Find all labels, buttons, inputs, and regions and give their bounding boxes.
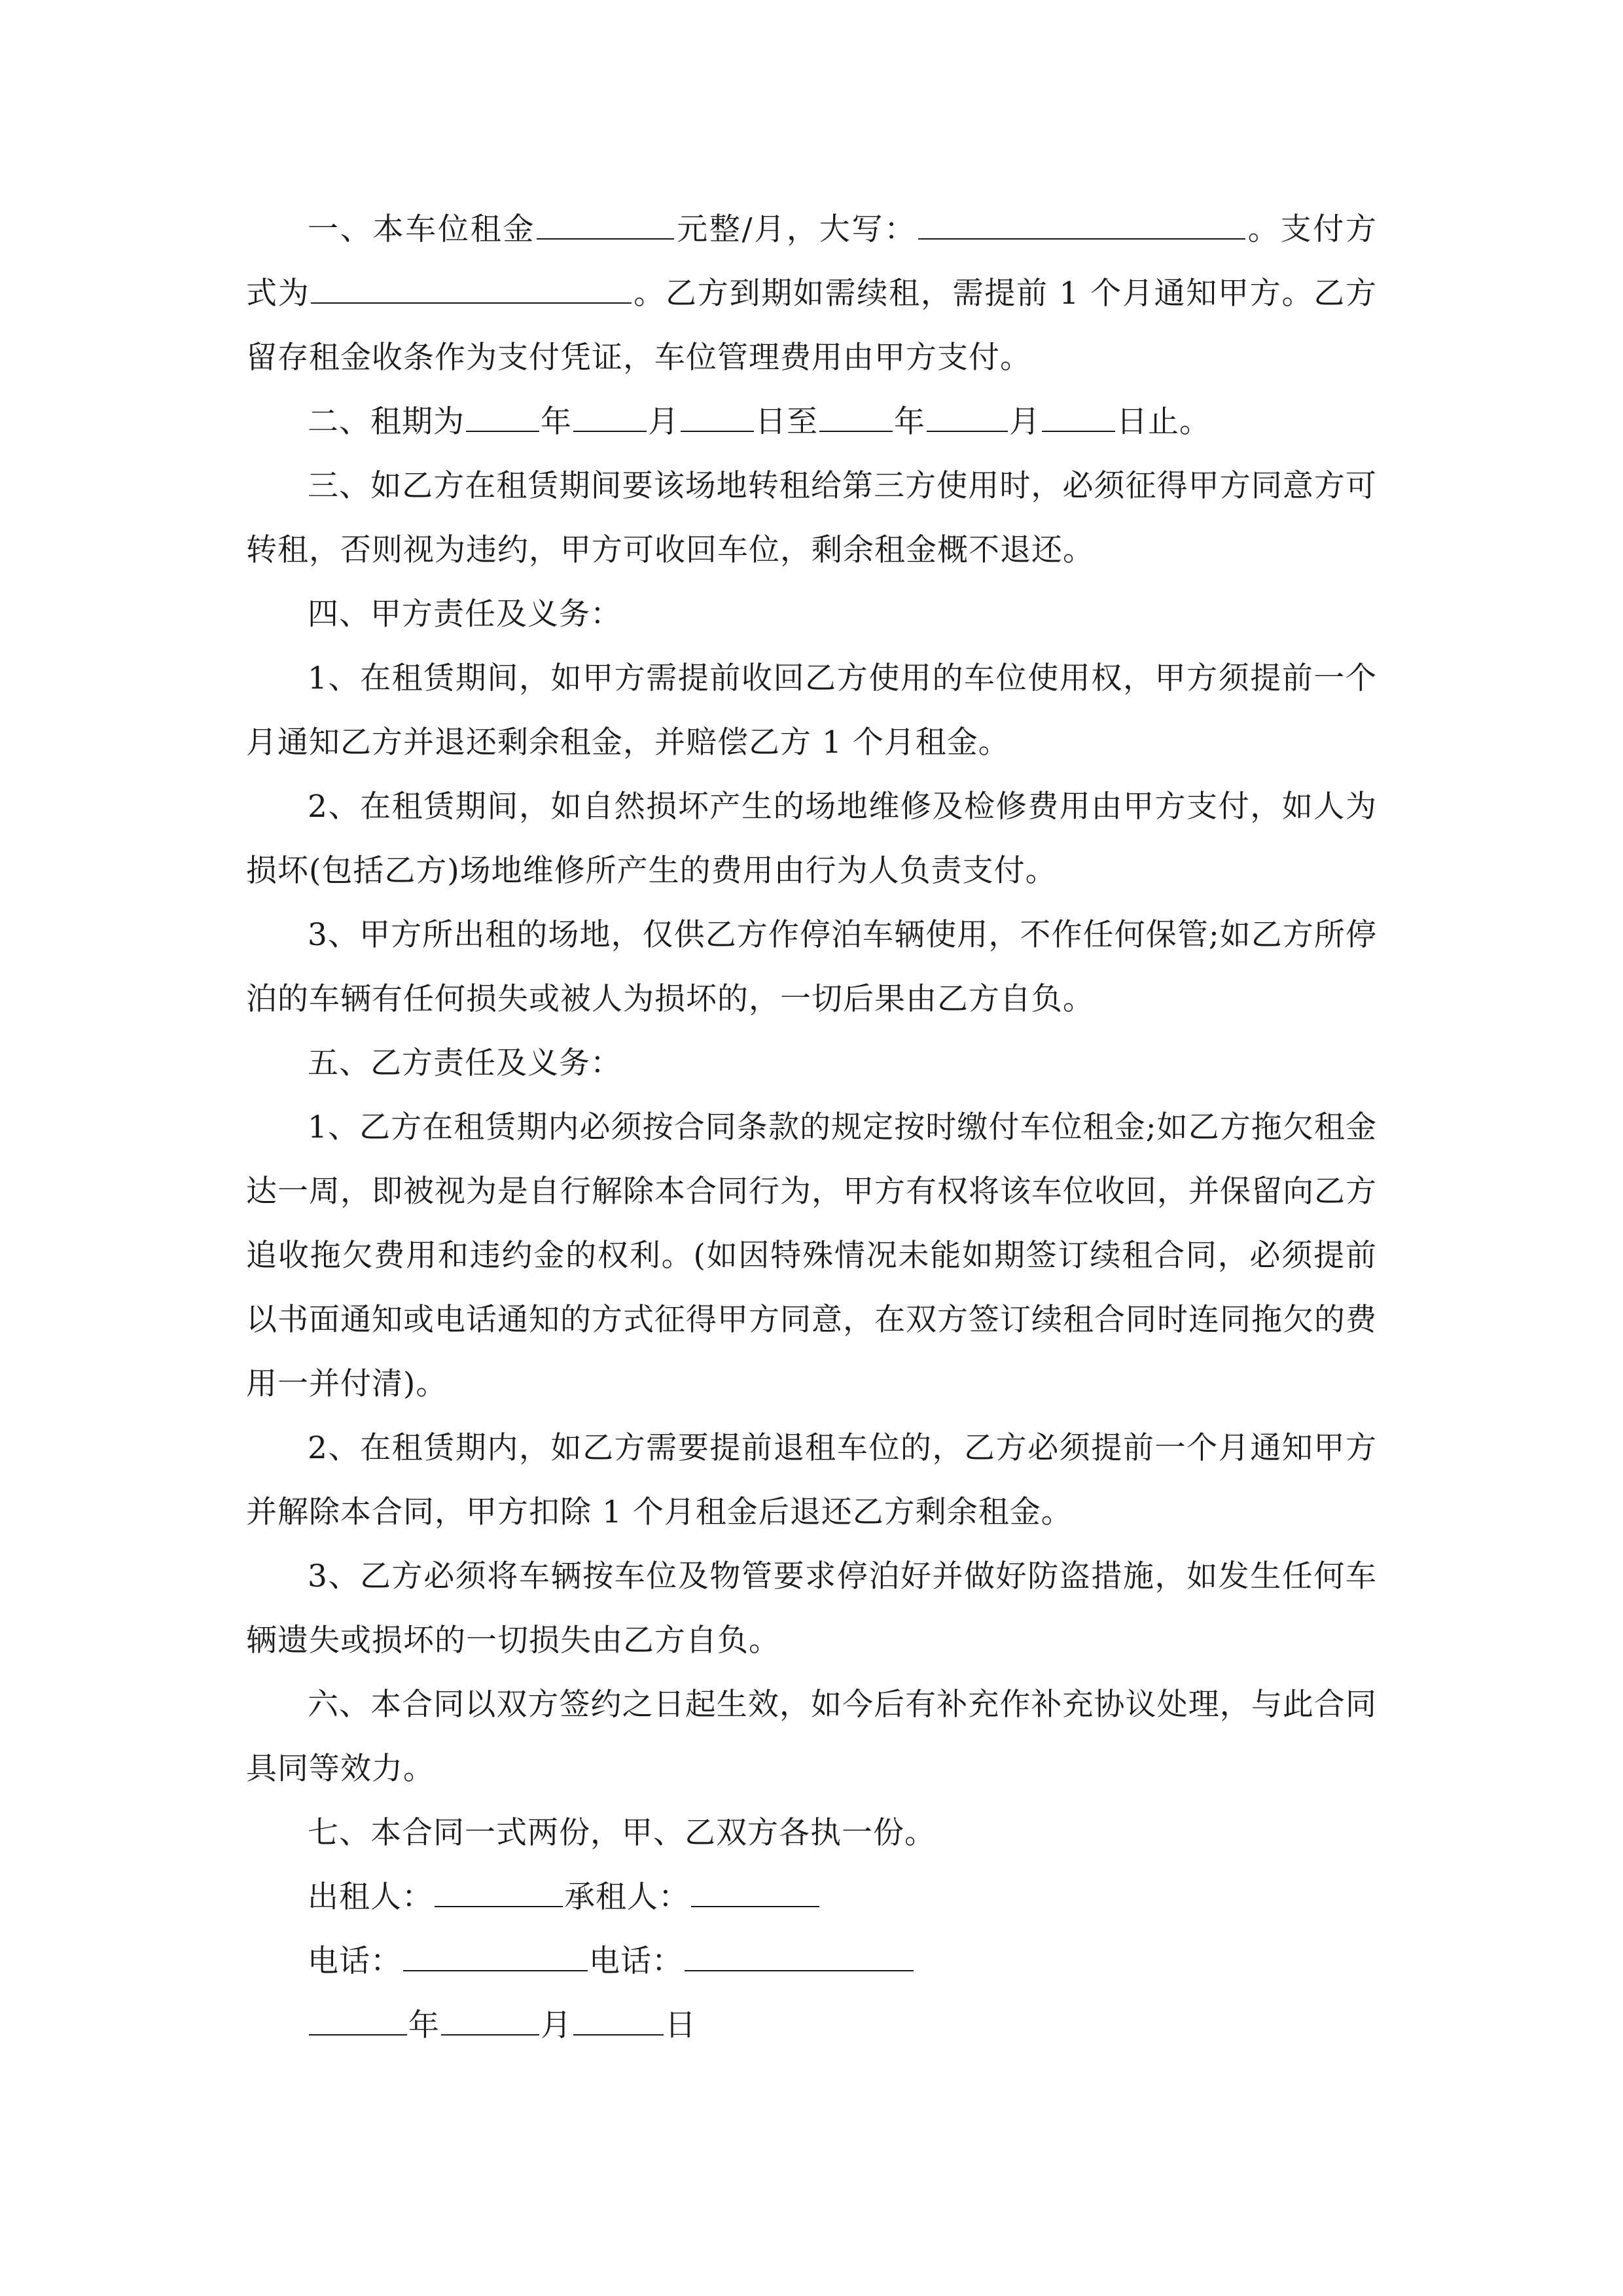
start-day-blank[interactable] bbox=[681, 403, 754, 432]
lessee-name-blank[interactable] bbox=[691, 1878, 819, 1907]
signature-phones-row bbox=[246, 1929, 1377, 1994]
sign-month-label: 月 bbox=[541, 2007, 572, 2043]
clause-3: 三、如乙方在租赁期间要该场地转租给第三方使用时，必须征得甲方同意方可转租，否则视为违约，甲方可收回车位，剩余租金概不退还。 bbox=[246, 468, 1377, 568]
sign-day-blank[interactable] bbox=[573, 2007, 664, 2036]
start-month-blank[interactable] bbox=[573, 403, 647, 432]
sign-day-label: 日 bbox=[665, 2007, 696, 2043]
start-year-blank[interactable] bbox=[466, 403, 539, 432]
lessee-phone-label: 电话： bbox=[589, 1943, 683, 1979]
clause-4-item-1: 1、在租赁期间，如甲方需提前收回乙方使用的车位使用权，甲方须提前一个月通知乙方并退还剩余租金，并赔偿乙方 1 个月租金。 bbox=[246, 660, 1377, 761]
lessor-label: 出租人： bbox=[308, 1879, 433, 1915]
sign-year-label: 年 bbox=[408, 2007, 440, 2043]
clause-1-text-4: 。乙方到期如需续租，需提前 1 个月通知甲方。乙方留存租金收条作为支付凭证，车位管理费用由甲方支付。 bbox=[246, 276, 1377, 376]
clause-1-text: 一、本车位租金 bbox=[308, 211, 536, 247]
clause-5-item-2: 2、在租赁期内，如乙方需要提前退租车位的，乙方必须提前一个月通知甲方并解除本合同，甲方扣除 1 个月租金后退还乙方剩余租金。 bbox=[246, 1430, 1377, 1530]
clause-5-item-1: 1、乙方在租赁期内必须按合同条款的规定按时缴付车位租金;如乙方拖欠租金达一周，即被视为是自行解除本合同行为，甲方有权将该车位收回，并保留向乙方追收拖欠费用和违约金的权利。(如因特殊情况未能如期签订续租合同，必须提前以书面通知或电话通知的方式征得甲方同意，在双方签订续租合同时连同拖欠的费用一并付清)。 bbox=[246, 1109, 1377, 1402]
clause-6: 六、本合同以双方签约之日起生效，如今后有补充作补充协议处理，与此合同具同等效力。 bbox=[246, 1687, 1377, 1787]
year-label: 年 bbox=[541, 404, 572, 440]
clause-5-heading: 五、乙方责任及义务： bbox=[308, 1045, 622, 1081]
signature-names-row bbox=[246, 1865, 1377, 1929]
rent-amount-blank[interactable] bbox=[537, 211, 674, 240]
clause-4-item-3: 3、甲方所出租的场地，仅供乙方作停泊车辆使用，不作任何保管;如乙方所停泊的车辆有任何损失或被人为损坏的，一切后果由乙方自负。 bbox=[246, 917, 1377, 1017]
clause-2-prefix: 二、租期为 bbox=[308, 404, 465, 440]
clause-1-text-2: 元整/月，大写： bbox=[675, 211, 917, 247]
month-label: 月 bbox=[648, 404, 679, 440]
day-to-label: 日至 bbox=[755, 404, 818, 440]
clause-2 bbox=[246, 390, 1377, 454]
sign-month-blank[interactable] bbox=[441, 2007, 539, 2036]
clause-1-text-3: 。支付方式为 bbox=[246, 211, 1377, 312]
clause-5-item-3: 3、乙方必须将车辆按车位及物管要求停泊好并做好防盗措施，如发生任何车辆遗失或损坏的一切损失由乙方自负。 bbox=[246, 1558, 1377, 1659]
lessee-label: 承租人： bbox=[564, 1879, 690, 1915]
month-label: 月 bbox=[1009, 404, 1041, 440]
day-end-label: 日止。 bbox=[1116, 404, 1211, 440]
contract-body bbox=[246, 198, 1377, 2058]
clause-4-item-2: 2、在租赁期间，如自然损坏产生的场地维修及检修费用由甲方支付，如人为损坏(包括乙方)场地维修所产生的费用由行为人负责支付。 bbox=[246, 789, 1377, 889]
payment-method-blank[interactable] bbox=[311, 275, 632, 304]
lessor-phone-blank[interactable] bbox=[403, 1943, 588, 1971]
rent-uppercase-blank[interactable] bbox=[918, 211, 1245, 240]
lessor-name-blank[interactable] bbox=[435, 1878, 563, 1907]
clause-4-heading: 四、甲方责任及义务： bbox=[308, 596, 622, 632]
lessor-phone-label: 电话： bbox=[308, 1943, 402, 1979]
year-label: 年 bbox=[894, 404, 925, 440]
end-year-blank[interactable] bbox=[819, 403, 893, 432]
sign-year-blank[interactable] bbox=[309, 2007, 407, 2036]
clause-7: 七、本合同一式两份，甲、乙双方各执一份。 bbox=[308, 1815, 936, 1851]
clause-1 bbox=[246, 198, 1377, 390]
end-month-blank[interactable] bbox=[927, 403, 1008, 432]
lessee-phone-blank[interactable] bbox=[685, 1943, 914, 1971]
signature-date-row bbox=[246, 1994, 1377, 2058]
end-day-blank[interactable] bbox=[1042, 403, 1115, 432]
